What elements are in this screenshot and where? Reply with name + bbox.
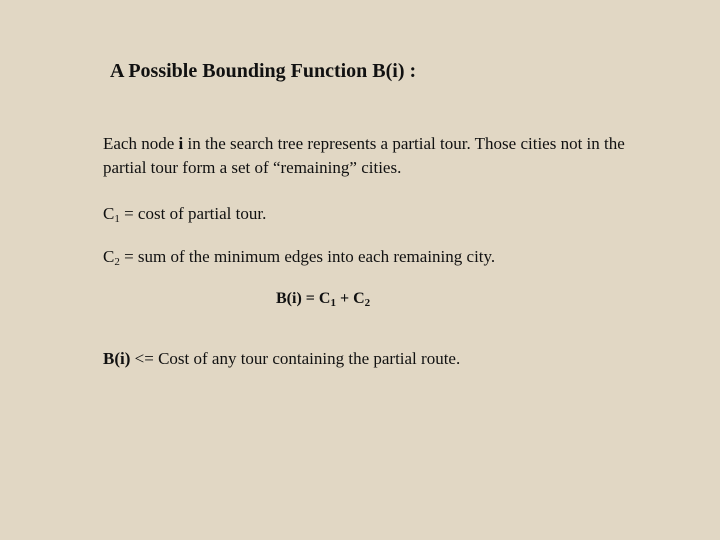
conclusion-text: <= Cost of any tour containing the partial route. <box>130 349 461 368</box>
formula-sub1: 1 <box>330 297 336 309</box>
formula-plus: + C <box>335 290 365 307</box>
formula-lhs: B(i) = C <box>276 290 331 307</box>
c1-subscript: 1 <box>114 213 120 225</box>
c1-text: = cost of partial tour. <box>119 204 267 223</box>
c1-var: C <box>103 204 115 223</box>
c2-text: = sum of the minimum edges into each remaining city. <box>119 247 496 266</box>
formula-sub2: 2 <box>364 297 371 309</box>
description-paragraph <box>103 132 663 180</box>
paragraph-text-start: Each node <box>103 134 179 153</box>
conclusion-bold: B(i) <box>103 349 131 368</box>
conclusion-statement <box>103 349 460 369</box>
bound-formula <box>276 290 370 309</box>
c2-subscript: 2 <box>114 256 120 268</box>
c2-var: C <box>103 247 115 266</box>
paragraph-text-end: in the search tree represents a partial tour. Those cities not in the partial tour form a set of “remaining” cities. <box>103 134 625 177</box>
c2-definition <box>103 247 495 268</box>
paragraph-bold-i: i <box>178 134 184 153</box>
c1-definition <box>103 204 266 225</box>
slide-title: A Possible Bounding Function B(i) : <box>110 60 417 82</box>
